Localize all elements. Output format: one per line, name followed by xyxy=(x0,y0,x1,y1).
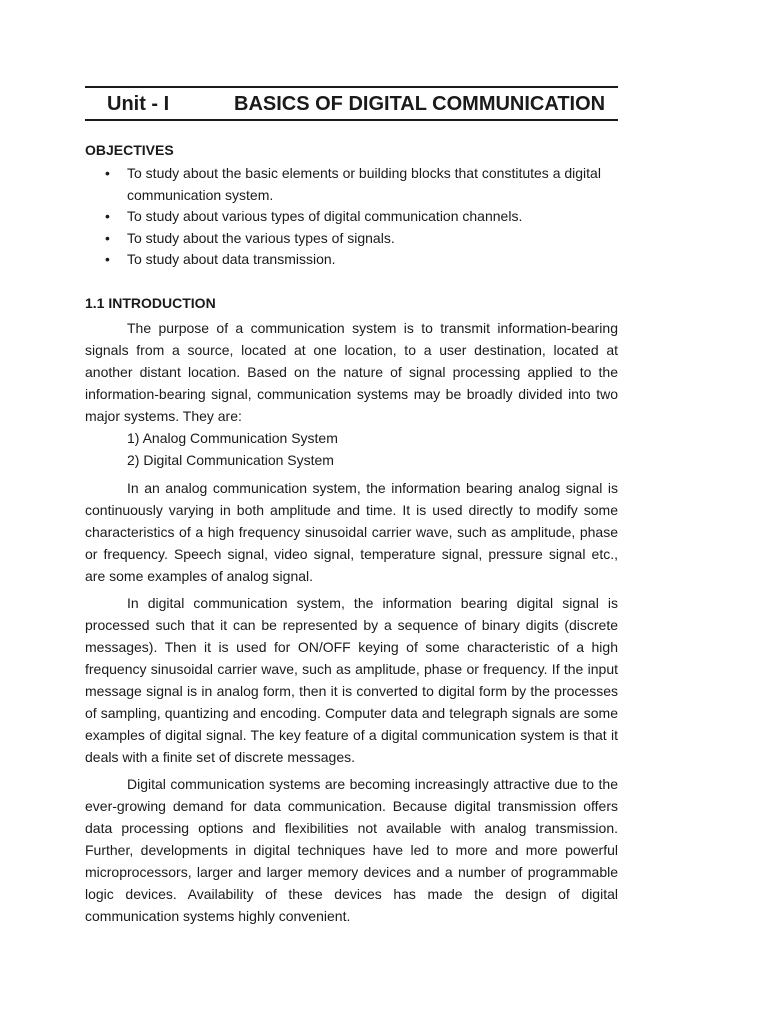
intro-paragraph-1: The purpose of a communication system is to transmit information-bearing signals from a source, located at one location, to a user destination, located at another distant location. Based on the nature of signal processing applied to the information-bearing signal, communication systems may be broadly divided into two major systems. They are: xyxy=(85,319,618,424)
objectives-heading: OBJECTIVES xyxy=(85,142,174,158)
intro-paragraph-2: In an analog communication system, the information bearing analog signal is continuously varying in both amplitude and time. It is used directly to modify some characteristics of a high frequency sinusoidal carrier wave, such as amplitude, phase or frequency. Speech signal, video signal, temperature signal, pressure signal etc., are some examples of analog signal. xyxy=(85,479,618,584)
intro-paragraph-3: In digital communication system, the information bearing digital signal is processed such that it can be represented by a sequence of binary digits (discrete messages). Then it is used for ON/OFF keying of some characteristic of a high frequency sinusoidal carrier wave, such as amplitude, phase or frequency. If the input message signal is in analog form, then it is converted to digital form by the processes of sampling, quantizing and encoding. Computer data and telegraph signals are some examples of digital signal. The key feature of a digital communication system is that it deals with a finite set of discrete messages. xyxy=(85,594,618,765)
unit-title: BASICS OF DIGITAL COMMUNICATION xyxy=(234,93,606,115)
objective-text: To study about data transmission. xyxy=(127,251,336,267)
unit-header xyxy=(85,86,618,121)
objective-item xyxy=(85,206,618,228)
intro-paragraph-4: Digital communication systems are becoming increasingly attractive due to the ever-growing demand for data communication. Because digital transmission offers data processing options and flexibilities not available with analog transmission. Further, developments in digital techniques have led to more and more powerful microprocessors, larger and larger memory devices and a number of programmable logic devices. Availability of these devices has made the design of digital communication systems highly convenient. xyxy=(85,775,618,924)
objective-item xyxy=(85,249,618,271)
objective-item xyxy=(85,228,618,250)
objective-text: To study about various types of digital communication channels. xyxy=(127,208,523,224)
system-types-list xyxy=(85,427,618,471)
system-type-item: 2) Digital Communication System xyxy=(127,451,334,468)
bullet-icon: • xyxy=(105,208,110,224)
objective-text: To study about the various types of signals. xyxy=(127,229,395,246)
system-type-item: 1) Analog Communication System xyxy=(127,429,338,446)
introduction-heading: 1.1 INTRODUCTION xyxy=(85,294,216,311)
bullet-icon: • xyxy=(105,251,110,267)
objective-item xyxy=(85,163,618,206)
page-content xyxy=(85,86,618,927)
objective-text: To study about the basic elements or building blocks that constitutes a digital communication system. xyxy=(127,165,601,203)
bullet-icon: • xyxy=(105,165,110,181)
unit-label: Unit - I xyxy=(107,93,170,115)
objectives-list xyxy=(85,163,618,271)
bullet-icon: • xyxy=(105,229,110,246)
